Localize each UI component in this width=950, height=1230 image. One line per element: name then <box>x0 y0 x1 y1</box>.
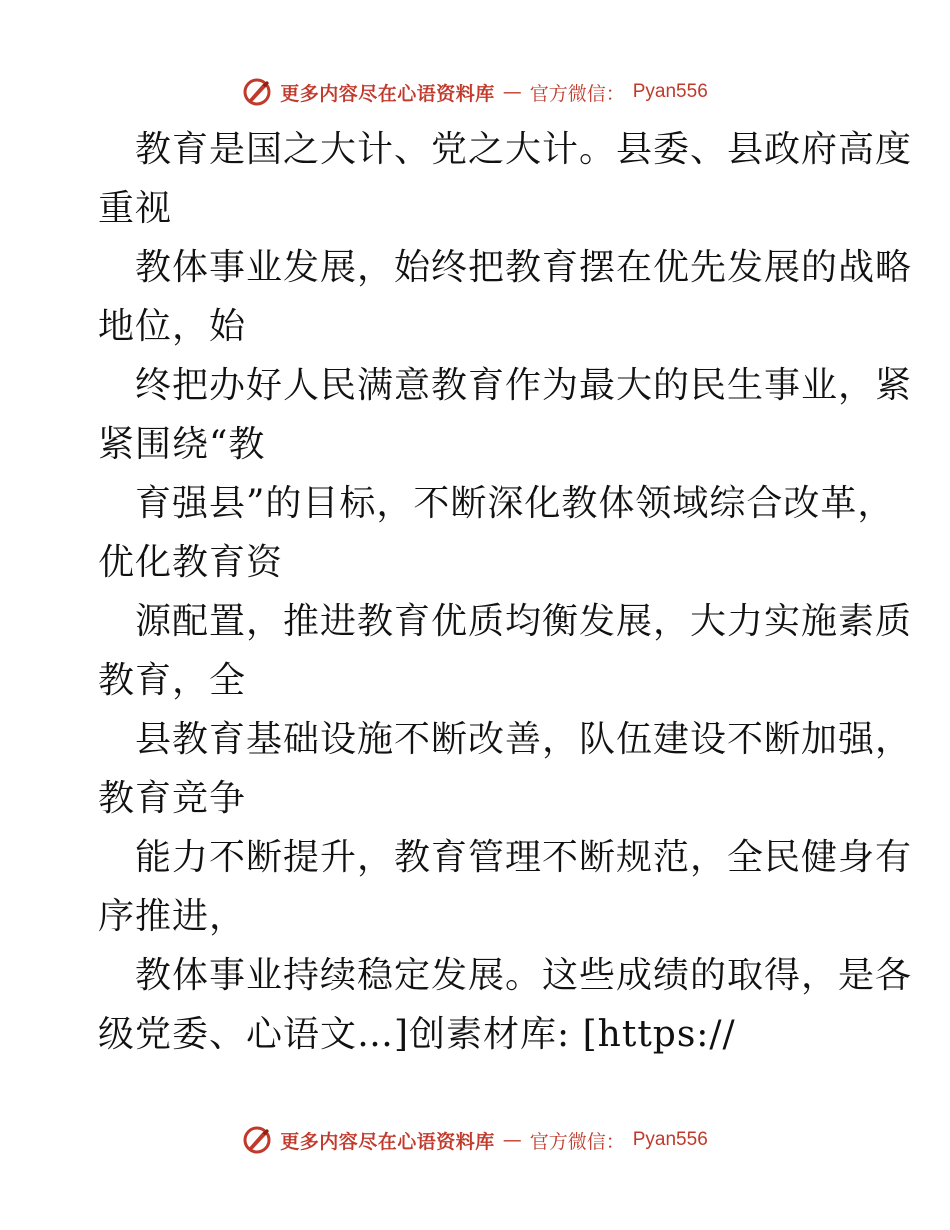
paragraph-continuation-line: 地位，始 <box>98 306 247 347</box>
paragraph-continuation-line: 重视 <box>98 188 173 229</box>
paragraph <box>98 946 913 1064</box>
watermark-contact-id: Pyan556 <box>632 81 708 102</box>
document-body <box>98 120 913 1064</box>
paragraph <box>98 710 913 828</box>
watermark-separator: — <box>502 81 522 103</box>
paragraph <box>98 120 913 238</box>
header-watermark <box>0 72 950 112</box>
paragraph-continuation-line: 教育竞争 <box>98 778 247 819</box>
footer-watermark <box>0 1120 950 1160</box>
paragraph-continuation-line: 教育，全 <box>98 660 247 701</box>
paragraph <box>98 592 913 710</box>
watermark-brand: 更多内容尽在心语资料库 <box>280 82 495 105</box>
paragraph-continuation-line: 序推进， <box>98 896 247 937</box>
paragraph-first-line: 能力不断提升，教育管理不断规范，全民健身有 <box>135 837 913 878</box>
paragraph <box>98 828 913 946</box>
paragraph-first-line: 教体事业持续稳定发展。这些成绩的取得，是各 <box>135 955 913 996</box>
paragraph-first-line: 教育是国之大计、党之大计。县委、县政府高度 <box>135 129 913 170</box>
paragraph-first-line: 源配置，推进教育优质均衡发展，大力实施素质 <box>135 601 913 642</box>
paragraph-first-line: 终把办好人民满意教育作为最大的民生事业，紧 <box>135 365 913 406</box>
paragraph <box>98 238 913 356</box>
paragraph-continuation-line: 紧围绕“教 <box>98 424 266 465</box>
paragraph-first-line: 育强县”的目标，不断深化教体领域综合改革， <box>135 483 895 524</box>
watermark-brand: 更多内容尽在心语资料库 <box>280 1130 495 1153</box>
paragraph-first-line: 教体事业发展，始终把教育摆在优先发展的战略 <box>135 247 913 288</box>
paragraph <box>98 356 913 474</box>
paragraph <box>98 474 895 592</box>
paragraph-continuation-line: 级党委、心语文…]创素材库: [https:// <box>98 1014 736 1055</box>
pen-quill-logo-icon <box>242 77 272 107</box>
watermark-contact-label: 官方微信： <box>529 82 625 105</box>
watermark-contact-label: 官方微信： <box>529 1130 625 1153</box>
watermark-separator: — <box>502 1129 522 1151</box>
paragraph-first-line: 县教育基础设施不断改善，队伍建设不断加强， <box>135 719 913 760</box>
watermark-contact-id: Pyan556 <box>632 1129 708 1150</box>
pen-quill-logo-icon <box>242 1125 272 1155</box>
paragraph-continuation-line: 优化教育资 <box>98 542 284 583</box>
